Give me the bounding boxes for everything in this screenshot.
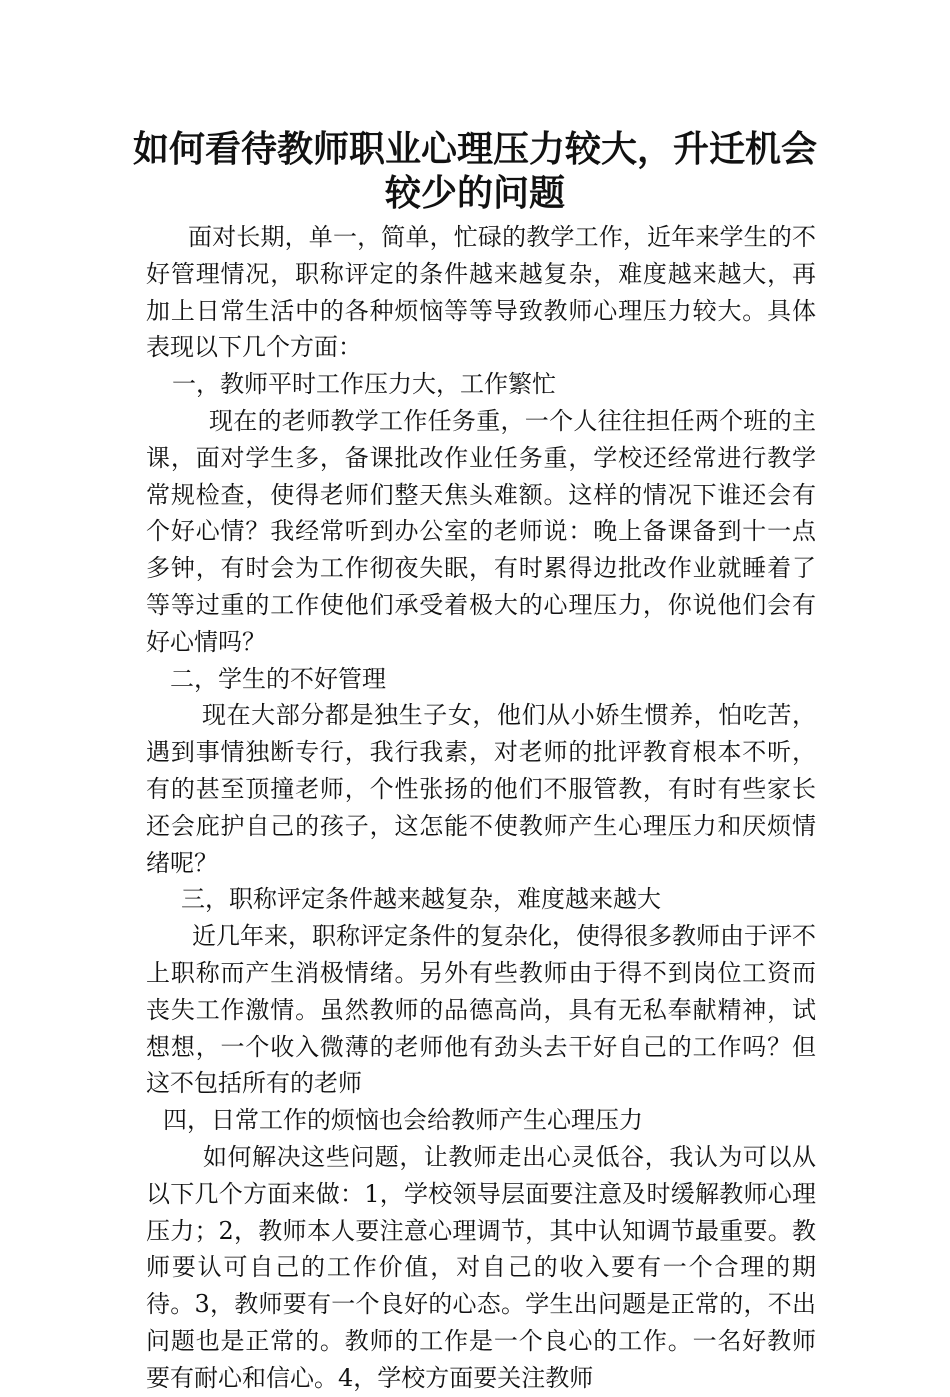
document-body [146,219,816,1397]
section-paragraph-3: 近几年来，职称评定条件的复杂化，使得很多教师由于评不上职称而产生消极情绪。另外有些教师由于得不到岗位工资而丧失工作激情。虽然教师的品德高尚，具有无私奉献精神，试想想，一个收入微薄的老师他有劲头去干好自己的工作吗？但这不包括所有的老师 [146,922,816,1098]
section-heading-4: 四，日常工作的烦恼也会给教师产生心理压力 [163,1106,643,1135]
intro-paragraph: 面对长期，单一，简单，忙碌的教学工作，近年来学生的不好管理情况，职称评定的条件越来越复杂，难度越来越大，再加上日常生活中的各种烦恼等等导致教师心理压力较大。具体表现以下几个方面： [146,223,816,362]
conclusion-paragraph: 如何解决这些问题，让教师走出心灵低谷，我认为可以从以下几个方面来做：1，学校领导层面要注意及时缓解教师心理压力；2，教师本人要注意心理调节，其中认知调节最重要。教师要认可自己的工作价值，对自己的收入要有一个合理的期待。3，教师要有一个良好的心态。学生出问题是正常的，不出问题也是正常的。教师的工作是一个良心的工作。一名好教师要有耐心和信心。4，学校方面要关注教师 [146,1142,816,1392]
section-heading-3: 三，职称评定条件越来越复杂，难度越来越大 [181,885,661,914]
section-heading-2: 二，学生的不好管理 [170,664,386,693]
section-paragraph-1: 现在的老师教学工作任务重，一个人往往担任两个班的主课，面对学生多，备课批改作业任务重，学校还经常进行教学常规检查，使得老师们整天焦头难额。这样的情况下谁还会有个好心情？我经常听到办公室的老师说：晚上备课备到十一点多钟，有时会为工作彻夜失眠，有时累得边批改作业就睡着了等等过重的工作使他们承受着极大的心理压力，你说他们会有好心情吗？ [146,406,816,656]
section-heading-1: 一，教师平时工作压力大，工作繁忙 [172,370,556,399]
document-title-line-1: 如何看待教师职业心理压力较大，升迁机会 [132,129,817,170]
section-paragraph-2: 现在大部分都是独生子女，他们从小娇生惯养，怕吃苦，遇到事情独断专行，我行我素，对老师的批评教育根本不听，有的甚至顶撞老师，个性张扬的他们不服管教，有时有些家长还会庇护自己的孩子，这怎能不使教师产生心理压力和厌烦情绪呢？ [146,701,816,877]
document-title-line-2: 较少的问题 [384,173,565,214]
